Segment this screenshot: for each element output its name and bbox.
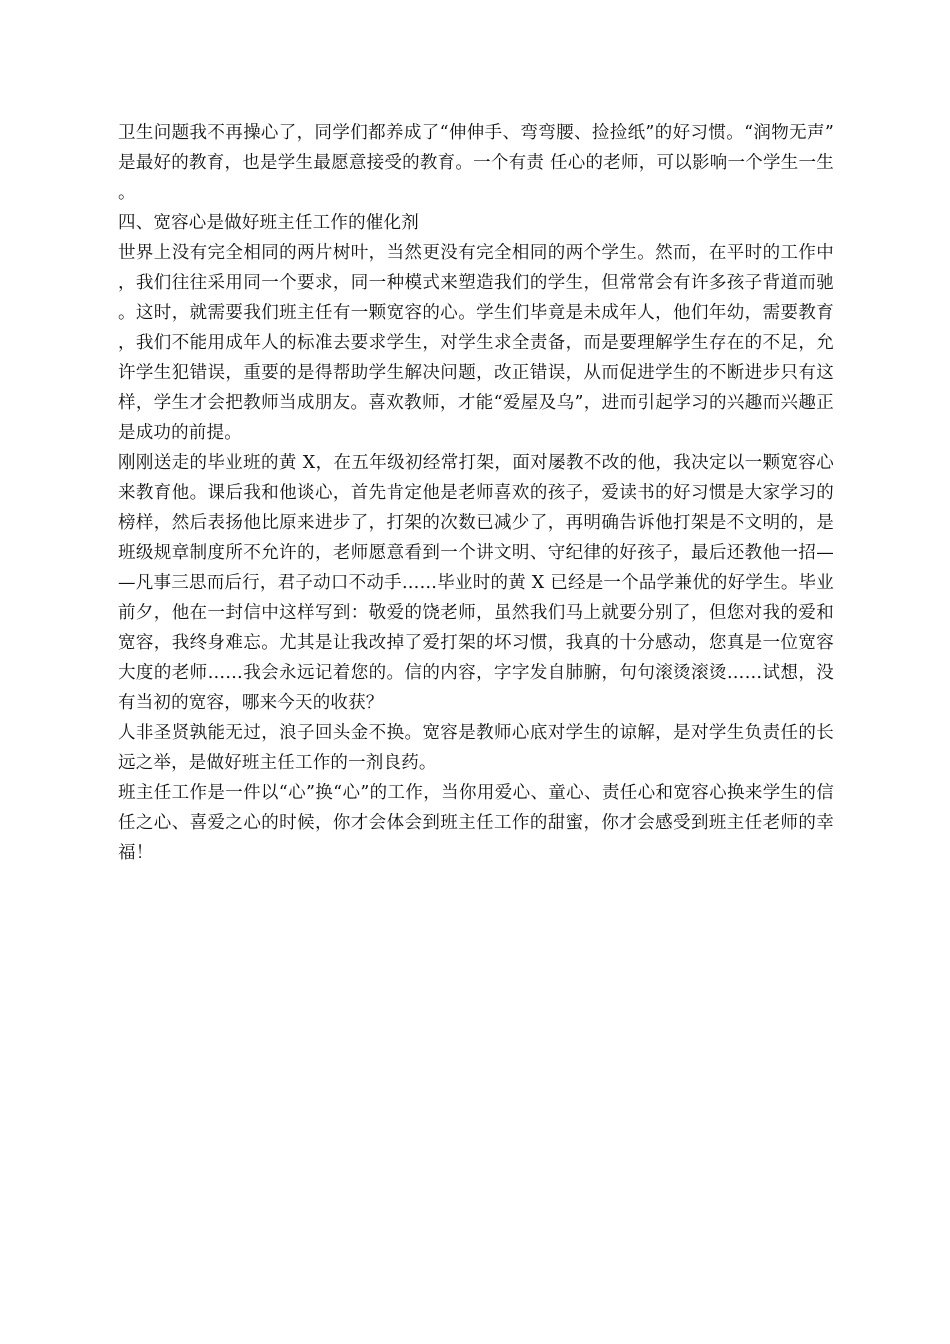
section-heading-tolerance: 四、宽容心是做好班主任工作的催化剂 <box>118 213 419 233</box>
paragraph-conclusion: 班主任工作是一件以“心”换“心”的工作，当你用爱心、童心、责任心和宽容心换来学生的信任之心、喜爱之心的时候，你才会体会到班主任工作的甜蜜，你才会感受到班主任老师的幸福！ <box>118 783 834 863</box>
document-body <box>118 118 834 868</box>
paragraph-student-story: 刚刚送走的毕业班的黄 X，在五年级初经常打架，面对屡教不改的他，我决定以一颗宽容心来教育他。课后我和他谈心，首先肯定他是老师喜欢的孩子，爱读书的好习惯是大家学习的榜样，然后表扬他比原来进步了，打架的次数已减少了，再明确告诉他打架是不文明的，是班级规章制度所不允许的，老师愿意看到一个讲文明、守纪律的好孩子，最后还教他一招——凡事三思而后行，君子动口不动手……毕业时的黄 X 已经是一个品学兼优的好学生。毕业前夕，他在一封信中这样写到：敬爱的饶老师，虽然我们马上就要分别了，但您对我的爱和宽容，我终身难忘。尤其是让我改掉了爱打架的坏习惯，我真的十分感动，您真是一位宽容大度的老师……我会永远记着您的。信的内容，字字发自肺腑，句句滚烫滚烫……试想，没有当初的宽容，哪来今天的收获？ <box>118 453 834 713</box>
paragraph-tolerance-intro: 世界上没有完全相同的两片树叶，当然更没有完全相同的两个学生。然而，在平时的工作中，我们往往采用同一个要求，同一种模式来塑造我们的学生，但常常会有许多孩子背道而驰。这时，就需要我们班主任有一颗宽容的心。学生们毕竟是未成年人，他们年幼，需要教育，我们不能用成年人的标准去要求学生，对学生求全责备，而是要理解学生存在的不足，允许学生犯错误，重要的是得帮助学生解决问题，改正错误，从而促进学生的不断进步只有这样，学生才会把教师当成朋友。喜欢教师，才能“爱屋及乌”，进而引起学习的兴趣而兴趣正是成功的前提。 <box>118 243 834 443</box>
paragraph-hygiene-habits: 卫生问题我不再操心了，同学们都养成了“伸伸手、弯弯腰、捡捡纸”的好习惯。“润物无声”是最好的教育，也是学生最愿意接受的教育。一个有责 任心的老师，可以影响一个学生一生。 <box>118 123 834 203</box>
paragraph-tolerance-summary: 人非圣贤孰能无过，浪子回头金不换。宽容是教师心底对学生的谅解，是对学生负责任的长远之举，是做好班主任工作的一剂良药。 <box>118 723 834 773</box>
